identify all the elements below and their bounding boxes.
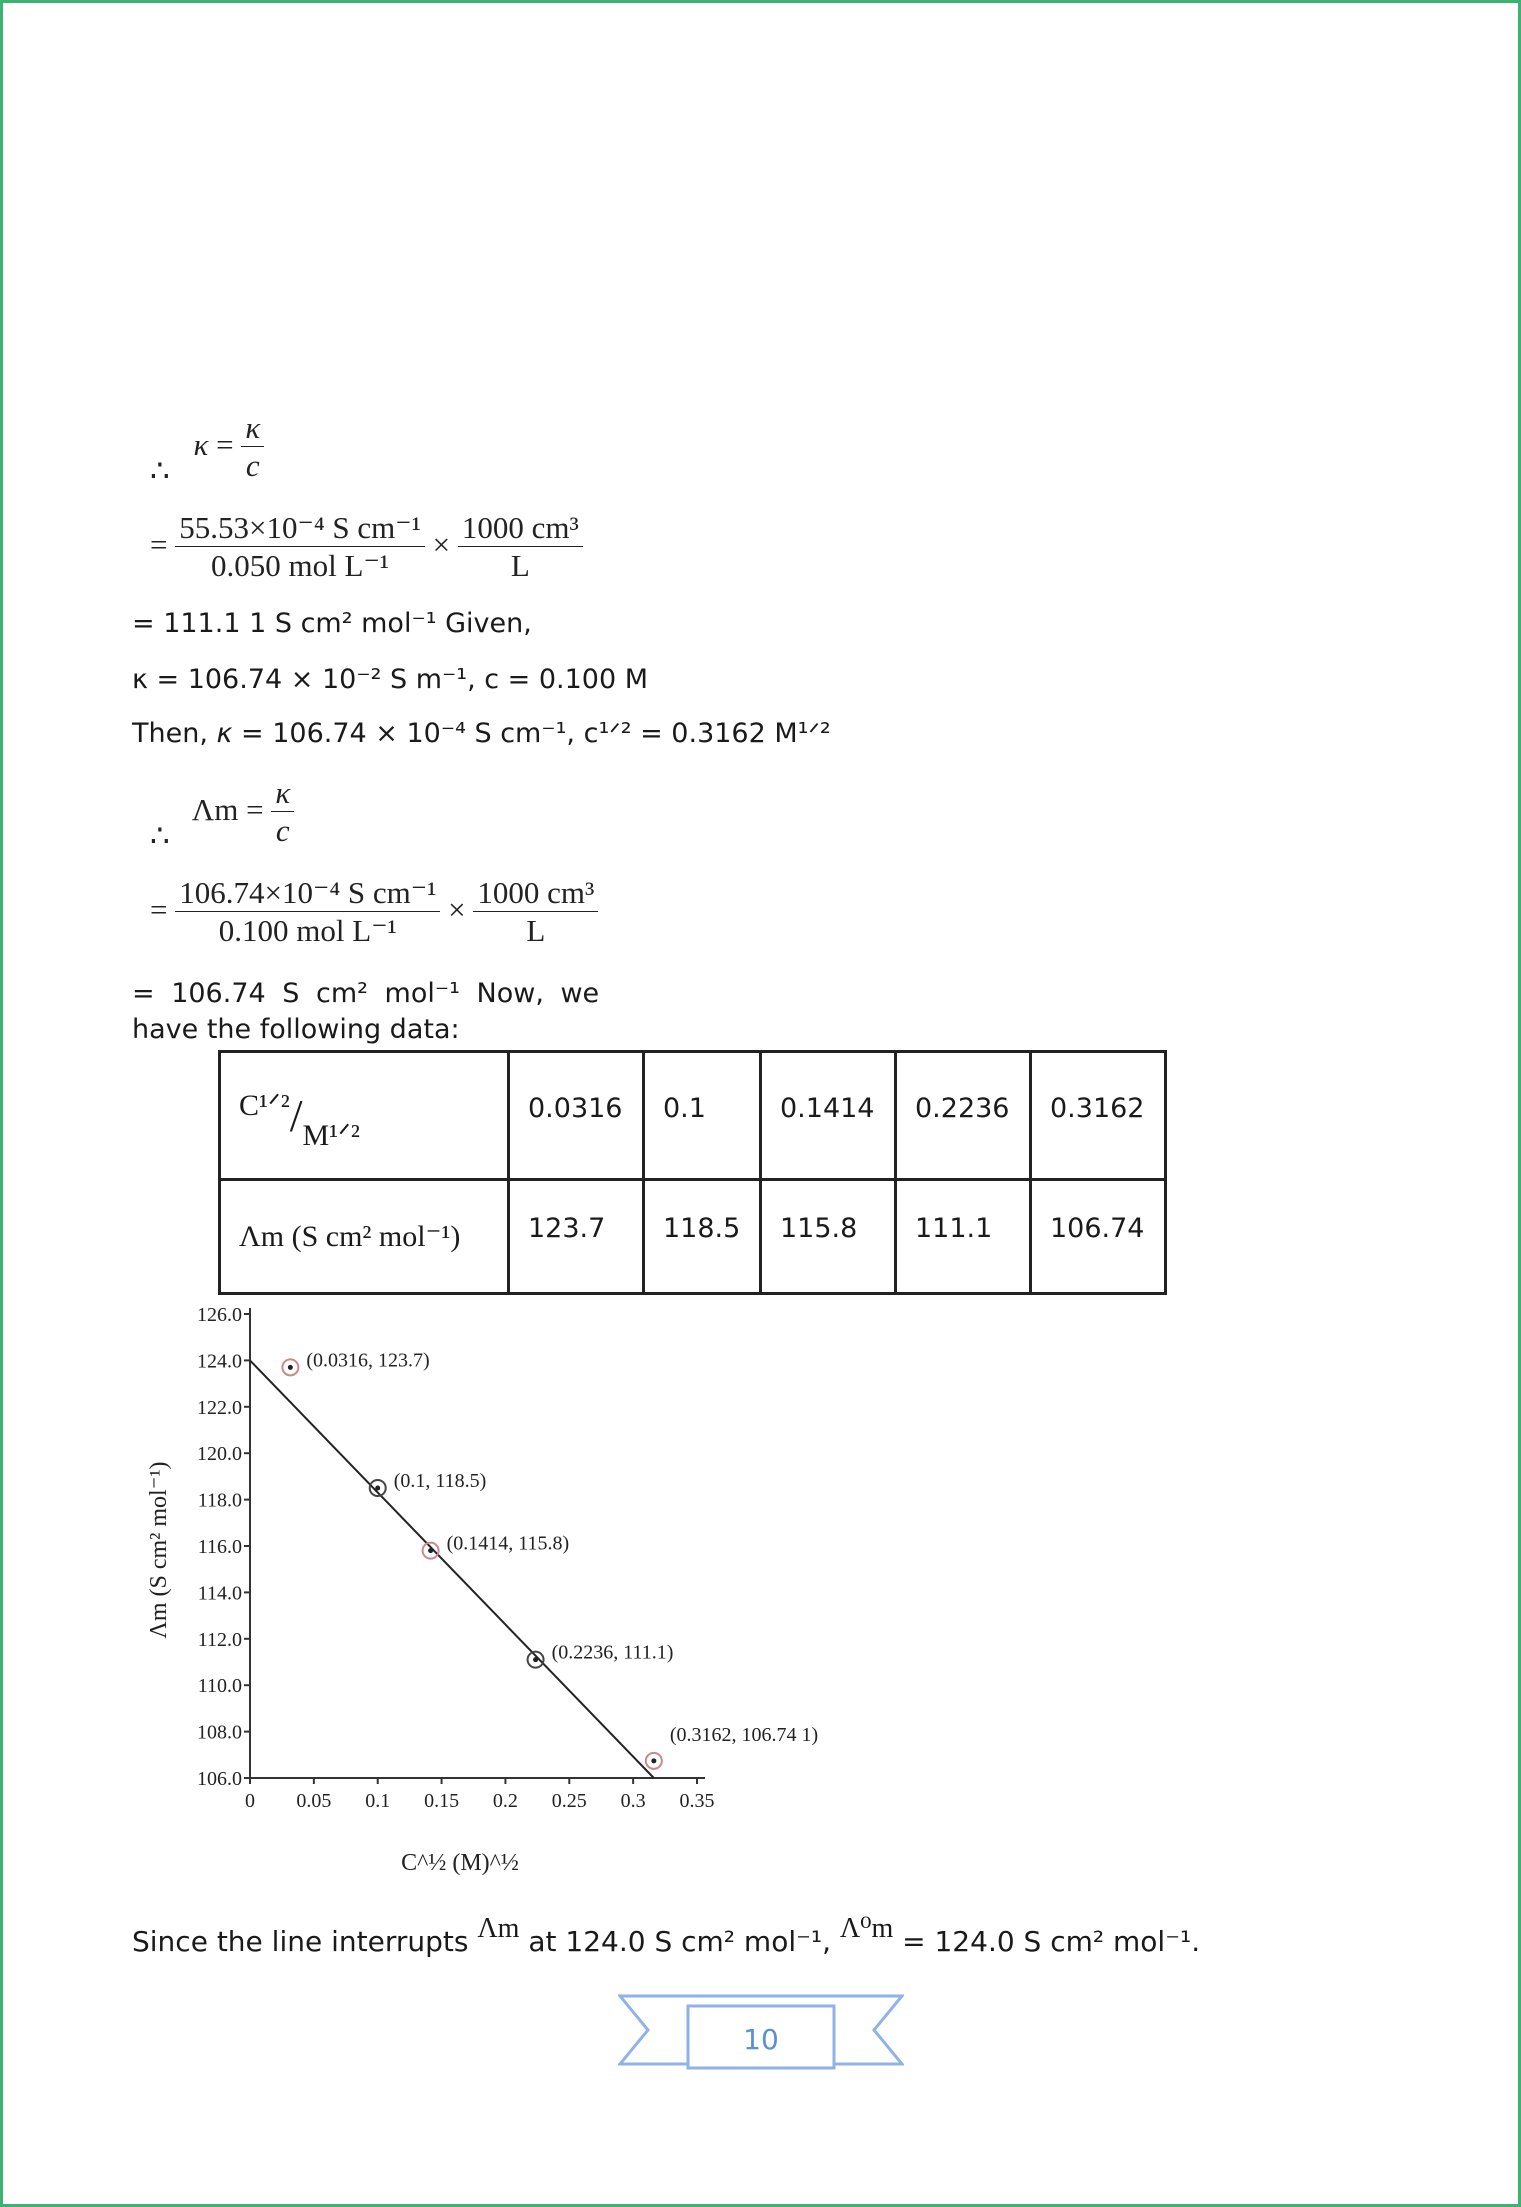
given-line: κ = 106.74 × 10⁻² S m⁻¹, c = 0.100 M [132, 664, 649, 695]
x-tick-label: 0.05 [296, 1790, 332, 1812]
table-cell: 0.3162 [1031, 1052, 1166, 1180]
y-tick-label: 114.0 [197, 1582, 242, 1605]
y-tick-label: 108.0 [197, 1721, 242, 1744]
page-number-badge [618, 1990, 904, 2074]
data-label: (0.2236, 111.1) [551, 1641, 674, 1664]
y-tick-label: 112.0 [197, 1628, 242, 1651]
then-line: Then, κ = 106.74 × 10⁻⁴ S cm⁻¹, c¹ᐟ² = 0.3162 M¹ᐟ² [132, 718, 831, 749]
data-intro-line: have the following data: [132, 1014, 460, 1045]
table-cell: 106.74 [1031, 1180, 1166, 1294]
y-tick-label: 106.0 [197, 1768, 242, 1790]
table-row [220, 1180, 1166, 1294]
table-cell: 0.2236 [896, 1052, 1031, 1180]
data-label: (0.1, 118.5) [393, 1470, 487, 1492]
page-number: 10 [743, 2023, 779, 2056]
x-tick-label: 0.25 [551, 1790, 587, 1812]
x-tick-label: 0.2 [492, 1790, 518, 1812]
x-axis-label: C^½ (M)^½ [401, 1850, 519, 1876]
table-header-concentration: C¹ᐟ²/M¹ᐟ² [220, 1052, 509, 1180]
table-cell: 0.0316 [509, 1052, 644, 1180]
table-cell: 118.5 [644, 1180, 761, 1294]
x-tick-label: 0 [245, 1790, 255, 1812]
y-axis-label: Λm (S cm² mol⁻¹) [146, 1461, 172, 1639]
table-cell: 0.1 [644, 1052, 761, 1180]
data-table [218, 1050, 1167, 1295]
table-cell: 123.7 [509, 1180, 644, 1294]
equation-second-calculation: = $\frac{\text{106.74×10⁻⁴ S cm⁻¹}}{\text{0.100 mol L⁻¹}}$ × $\frac{\text{1000 cm³}}{L}$ [150, 875, 598, 950]
x-tick-label: 0.1 [365, 1790, 391, 1812]
data-point-center [651, 1758, 656, 1763]
y-tick-label: 118.0 [197, 1489, 242, 1512]
table-cell: 111.1 [896, 1180, 1031, 1294]
table-row [220, 1052, 1166, 1180]
equation-kappa: ∴ κ = $\frac{\kappa}{c}$ [150, 410, 264, 485]
data-point-center [375, 1486, 380, 1491]
ribbon-right-icon [834, 1996, 902, 2064]
data-label: (0.1414, 115.8) [446, 1532, 570, 1555]
ribbon-left-icon [620, 1996, 688, 2064]
trend-line [250, 1360, 654, 1778]
data-point-center [288, 1365, 293, 1370]
conclusion-line: Since the line interrupts Λm at 124.0 S cm² mol⁻¹, Λ⁰m = 124.0 S cm² mol⁻¹. [132, 1913, 1201, 1958]
y-tick-label: 110.0 [197, 1675, 242, 1698]
x-tick-label: 0.35 [679, 1790, 715, 1812]
data-label: (0.0316, 123.7) [306, 1349, 430, 1372]
table-cell: 115.8 [761, 1180, 896, 1294]
result-line: = 111.1 1 S cm² mol⁻¹ Given, [132, 608, 532, 639]
x-tick-label: 0.3 [620, 1790, 646, 1812]
x-tick-label: 0.15 [424, 1790, 460, 1812]
table-cell: 0.1414 [761, 1052, 896, 1180]
result-line-2: = 106.74 S cm² mol⁻¹ Now, we [132, 978, 600, 1009]
equation-first-calculation: = $\frac{\text{55.53×10⁻⁴ S cm⁻¹}}{\text{0.050 mol L⁻¹}}$ × $\frac{\text{1000 cm³}}{L}$ [150, 510, 583, 585]
y-tick-label: 126.0 [197, 1304, 242, 1326]
equation-molar-conductivity: ∴ Λm = $\frac{\kappa}{c}$ [150, 775, 294, 850]
y-tick-label: 124.0 [197, 1350, 242, 1373]
y-tick-label: 120.0 [197, 1443, 242, 1466]
conductivity-chart [130, 1290, 850, 1890]
data-point-center [533, 1657, 538, 1662]
data-point-center [428, 1548, 433, 1553]
data-label: (0.3162, 106.74 1) [669, 1723, 819, 1746]
y-tick-label: 116.0 [197, 1536, 242, 1558]
y-tick-label: 122.0 [197, 1396, 242, 1419]
table-header-molar-conductivity: Λm (S cm² mol⁻¹) [220, 1180, 509, 1294]
